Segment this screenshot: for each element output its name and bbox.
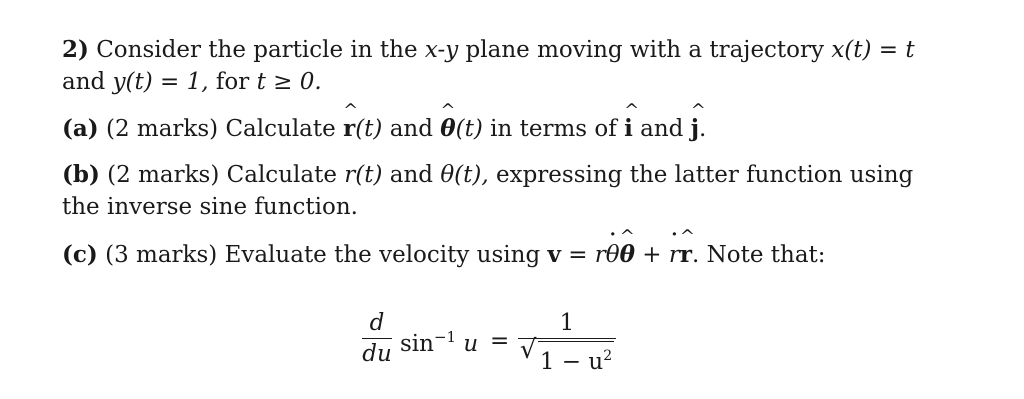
part-b-marks: (2 marks) bbox=[107, 162, 220, 188]
intro-text-2: plane moving with a trajectory bbox=[465, 37, 825, 63]
part-a-t-arg: (t) bbox=[355, 116, 383, 142]
r-dot-symbol: · r bbox=[668, 224, 680, 268]
intro-text-1: Consider the particle in the bbox=[96, 37, 418, 63]
sqrt-exponent: 2 bbox=[603, 348, 613, 364]
part-c-label: (c) bbox=[62, 241, 98, 268]
velocity-symbol: v bbox=[547, 241, 561, 268]
intro-and: and bbox=[62, 69, 106, 95]
question-number: 2) bbox=[62, 36, 89, 63]
square-root bbox=[519, 335, 614, 375]
part-c-marks: (3 marks) bbox=[105, 242, 218, 268]
rhs-numerator: 1 bbox=[559, 310, 575, 336]
part-a-label: (a) bbox=[62, 115, 99, 142]
part-c-note: Note that: bbox=[706, 242, 826, 268]
r-hat-symbol-c: ^ r bbox=[679, 226, 695, 268]
r-of-t: r(t) bbox=[344, 162, 383, 188]
sin-argument: u bbox=[463, 331, 479, 357]
sqrt-body bbox=[538, 341, 614, 375]
part-b-and: and bbox=[389, 162, 433, 188]
part-a-marks: (2 marks) bbox=[105, 116, 219, 142]
part-c-text-1: Evaluate the velocity using bbox=[224, 242, 541, 268]
theta-hat-symbol: ^ θ bbox=[440, 100, 456, 142]
theta-hat-symbol-c: ^ θ bbox=[619, 226, 635, 268]
fraction-bar bbox=[362, 338, 392, 339]
problem-text bbox=[62, 34, 962, 271]
part-a-end: . bbox=[699, 116, 707, 142]
sqrt-symbol: √ bbox=[519, 335, 537, 365]
part-c-end: . bbox=[692, 242, 700, 268]
sin-text: sin bbox=[400, 331, 434, 357]
sqrt-expression: 1 − u bbox=[539, 349, 604, 375]
j-hat-symbol: ^ j bbox=[690, 100, 706, 142]
part-c bbox=[62, 224, 962, 271]
equals-sign: = bbox=[490, 328, 510, 354]
i-hat-symbol: ^ i bbox=[624, 100, 640, 142]
intro-for: for bbox=[215, 69, 250, 95]
theta-dot-symbol: · θ bbox=[605, 224, 620, 268]
part-a-and-2: and bbox=[640, 116, 684, 142]
r-symbol: r bbox=[594, 242, 606, 268]
part-c-plus: + bbox=[642, 242, 662, 268]
part-a-and: and bbox=[389, 116, 433, 142]
rhs-fraction bbox=[518, 310, 616, 375]
part-b-label: (b) bbox=[62, 161, 100, 188]
derivative-equation bbox=[362, 310, 662, 388]
question-intro bbox=[62, 34, 962, 98]
derivative-numerator: d bbox=[369, 310, 385, 336]
part-a-text-2: in terms of bbox=[490, 116, 617, 142]
part-c-eq: = bbox=[568, 242, 588, 268]
part-a-text-1: Calculate bbox=[225, 116, 336, 142]
derivative-denominator: du bbox=[362, 341, 392, 367]
sin-exponent: −1 bbox=[433, 328, 457, 346]
part-b bbox=[62, 159, 962, 223]
intro-plane: x-y bbox=[424, 37, 459, 63]
part-b-text-2: expressing the latter function using bbox=[495, 162, 914, 188]
inverse-sine bbox=[400, 328, 478, 357]
intro-trajectory-y: y(t) = 1, bbox=[112, 69, 209, 95]
theta-of-t: θ(t), bbox=[440, 162, 489, 188]
intro-condition: t ≥ 0. bbox=[256, 69, 322, 95]
rhs-denominator bbox=[518, 335, 616, 375]
part-b-text-1: Calculate bbox=[226, 162, 337, 188]
part-a-t-arg-2: (t) bbox=[455, 116, 483, 142]
part-a bbox=[62, 100, 962, 145]
intro-trajectory-x: x(t) = t bbox=[831, 37, 915, 63]
part-b-line-2: the inverse sine function. bbox=[62, 194, 358, 220]
derivative-fraction bbox=[362, 310, 392, 367]
r-hat-symbol: ^ r bbox=[343, 100, 359, 142]
